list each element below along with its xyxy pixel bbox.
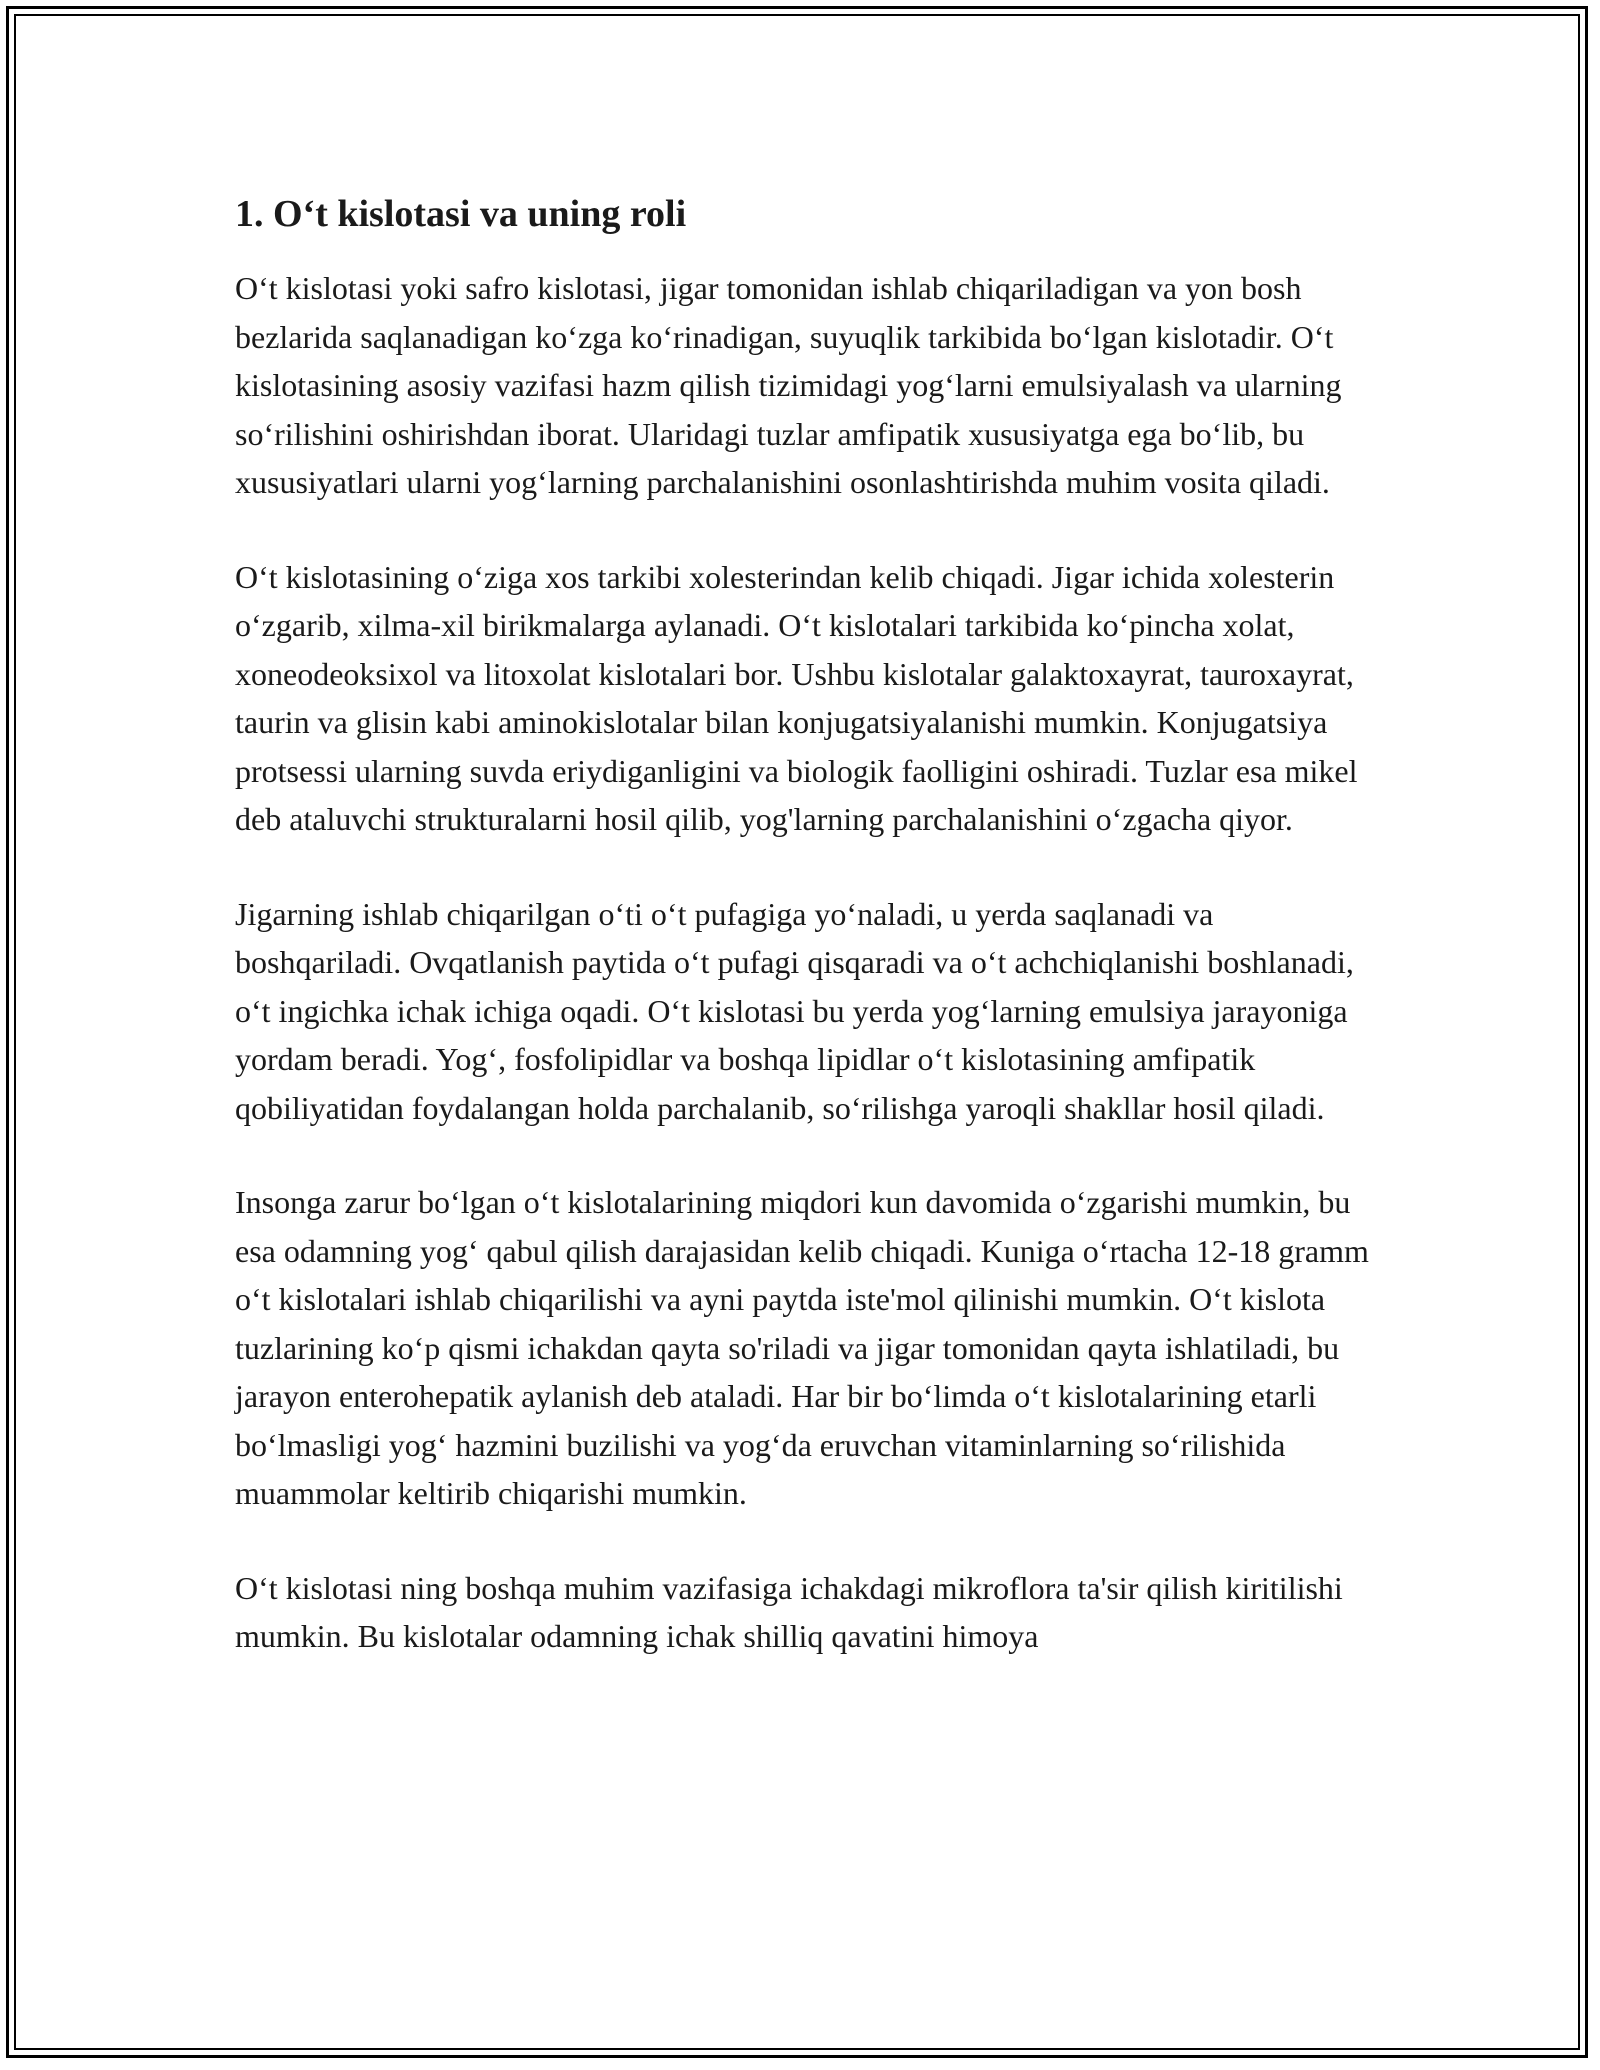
section-heading: 1. O‘t kislotasi va uning roli (235, 193, 687, 235)
paragraph-5: O‘t kislotasi ning boshqa muhim vazifasiga ichakdagi mikroflora ta'sir qilish kiritilishi mumkin. Bu kislotalar odamning ichak shilliq qavatini himoya (235, 1569, 1343, 1654)
paragraph-2: O‘t kislotasining o‘ziga xos tarkibi xolesterindan kelib chiqadi. Jigar ichida xolesterin o‘zgarib, xilma-xil birikmalarga aylanadi. O‘t kislotalari tarkibida ko‘pincha xolat, xoneodeoksixol va litoxolat kislotalari bor. Ushbu kislotalar galaktoxayrat, tauroxayrat, taurin va glisin kabi aminokislotalar bilan konjugatsiyalanishi mumkin. Konjugatsiya protsessi ularning suvda eriydiganligini va biologik faolligini oshiradi. Tuzlar esa mikel deb ataluvchi strukturalarni hosil qilib, yog'larning parchalanishini o‘zgacha qiyor. (235, 558, 1358, 837)
document-body (235, 188, 1375, 1707)
paragraph-1: O‘t kislotasi yoki safro kislotasi, jigar tomonidan ishlab chiqariladigan va yon bosh bezlarida saqlanadigan ko‘zga ko‘rinadigan, suyuqlik tarkibida bo‘lgan kislotadir. O‘t kislotasining asosiy vazifasi hazm qilish tizimidagi yog‘larni emulsiyalash va ularning so‘rilishini oshirishdan iborat. Ularidagi tuzlar amfipatik xususiyatga ega bo‘lib, bu xususiyatlari ularni yog‘larning parchalanishini osonlashtirishda muhim vosita qiladi. (235, 270, 1342, 500)
paragraph-4: Insonga zarur bo‘lgan o‘t kislotalarining miqdori kun davomida o‘zgarishi mumkin, bu esa odamning yog‘ qabul qilish darajasidan kelib chiqadi. Kuniga o‘rtacha 12-18 gramm o‘t kislotalari ishlab chiqarilishi va ayni paytda iste'mol qilinishi mumkin. O‘t kislota tuzlarining ko‘p qismi ichakdan qayta so'riladi va jigar tomonidan qayta ishlatiladi, bu jarayon enterohepatik aylanish deb ataladi. Har bir bo‘limda o‘t kislotalarining etarli bo‘lmasligi yog‘ hazmini buzilishi va yog‘da eruvchan vitaminlarning so‘rilishida muammolar keltirib chiqarishi mumkin. (235, 1184, 1369, 1511)
paragraph-3: Jigarning ishlab chiqarilgan o‘ti o‘t pufagiga yo‘naladi, u yerda saqlanadi va boshqariladi. Ovqatlanish paytida o‘t pufagi qisqaradi va o‘t achchiqlanishi boshlanadi, o‘t ingichka ichak ichiga oqadi. O‘t kislotasi bu yerda yog‘larning emulsiya jarayoniga yordam beradi. Yog‘, fosfolipidlar va boshqa lipidlar o‘t kislotasining amfipatik qobiliyatidan foydalangan holda parchalanib, so‘rilishga yaroqli shakllar hosil qiladi. (235, 895, 1354, 1126)
